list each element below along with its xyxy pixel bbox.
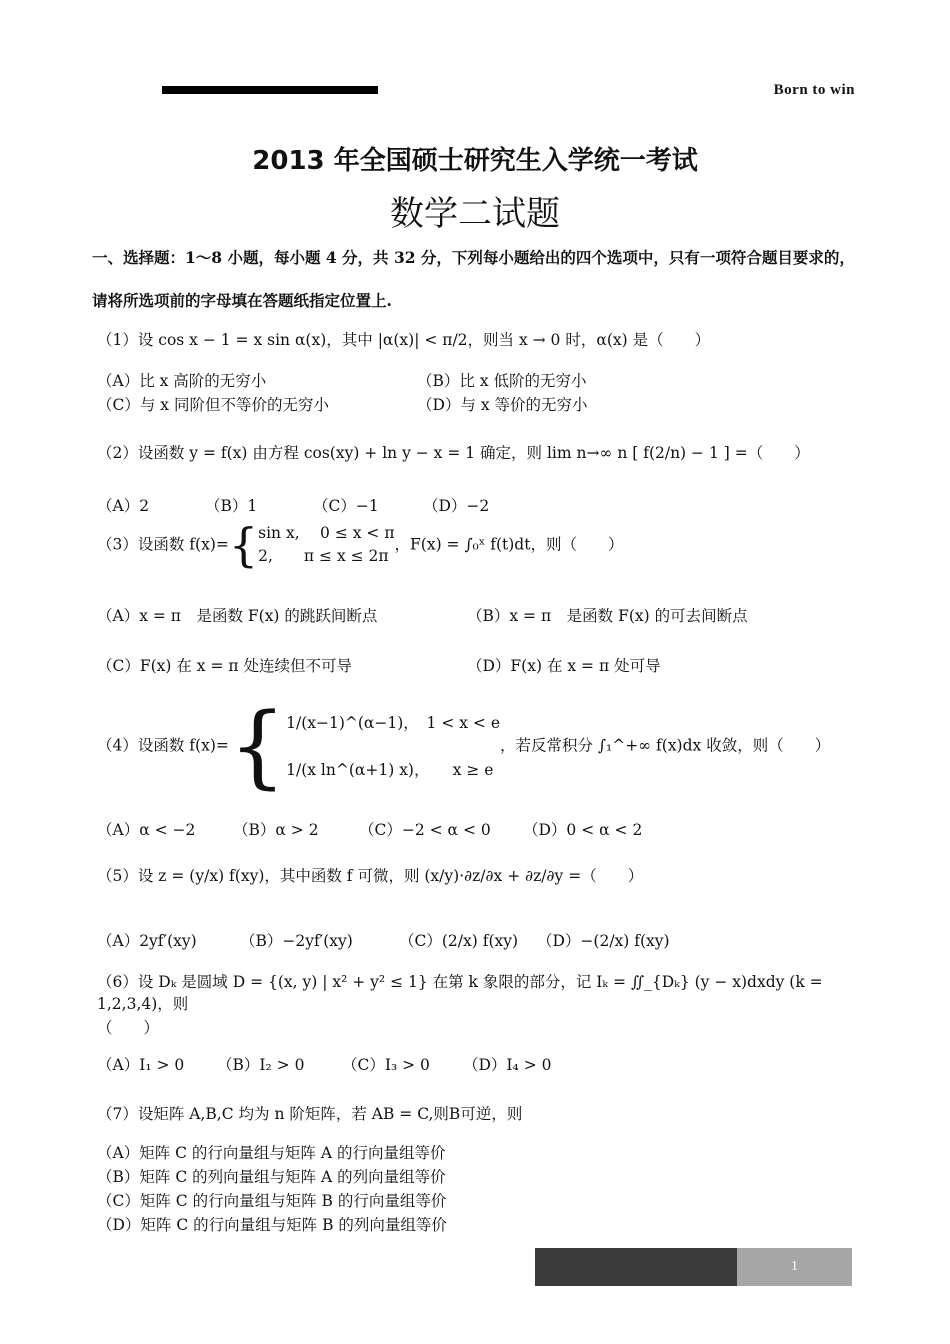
q7-option-b: （B）矩阵 C 的列向量组与矩阵 A 的列向量组等价: [97, 1168, 446, 1186]
question-2: （2）设函数 y = f(x) 由方程 cos(xy) + ln y − x = 1 确定，则 lim n→∞ n [ f(2/n) − 1 ] =（ ）: [97, 444, 810, 462]
header-slogan: Born to win: [773, 82, 855, 98]
question-3: [97, 518, 624, 573]
header-bar: [162, 86, 378, 94]
q3-suffix: ，F(x) = ∫₀ˣ f(t)dt，则（ ）: [394, 535, 624, 554]
question-1: （1）设 cos x − 1 = x sin α(x)，其中 |α(x)| < π/2，则当 x → 0 时，α(x) 是（ ）: [97, 331, 711, 349]
q3-cases: [258, 522, 394, 569]
q6-option-d: （D）I₄ > 0: [463, 1056, 552, 1074]
exam-title: 2013 年全国硕士研究生入学统一考试: [252, 146, 698, 176]
q2-option-d: （D）−2: [423, 497, 490, 515]
q6-option-a: （A）I₁ > 0: [97, 1056, 185, 1074]
q1-option-c: （C）与 x 同阶但不等价的无穷小: [97, 396, 329, 414]
q4-cases: [286, 700, 500, 793]
q2-option-b: （B）1: [205, 497, 258, 515]
question-4: [97, 693, 831, 799]
q1-option-b: （B）比 x 低阶的无穷小: [417, 372, 587, 390]
q5-option-c: （C）(2/x) f(xy): [399, 932, 519, 950]
q3-option-b: （B）x = π 是函数 F(x) 的可去间断点: [467, 607, 748, 625]
left-brace-icon: {: [228, 693, 287, 799]
q3-case-1: sin x, 0 ≤ x < π: [258, 524, 395, 542]
q3-case-2: 2, π ≤ x ≤ 2π: [258, 547, 389, 566]
question-7: （7）设矩阵 A,B,C 均为 n 阶矩阵，若 AB = C,则B可逆，则: [97, 1105, 523, 1123]
q3-option-a: （A）x = π 是函数 F(x) 的跳跃间断点: [97, 607, 378, 625]
q7-option-d: （D）矩阵 C 的行向量组与矩阵 B 的列向量组等价: [97, 1216, 447, 1234]
q4-option-d: （D）0 < α < 2: [523, 821, 643, 839]
q5-option-d: （D）−(2/x) f(xy): [537, 932, 670, 950]
section-instructions: 一、选择题：1～8 小题，每小题 4 分，共 32 分，下列每小题给出的四个选项中，只有一项符合题目要求的，请将所选项前的字母填在答题纸指定位置上.: [92, 248, 855, 310]
page-number: 1: [737, 1248, 852, 1286]
q3-option-d: （D）F(x) 在 x = π 处可导: [467, 657, 661, 675]
q4-option-c: （C）−2 < α < 0: [359, 821, 491, 839]
q4-option-b: （B）α > 2: [233, 821, 319, 839]
q4-case-1: 1/(x−1)^(α−1)， 1 < x < e: [286, 714, 500, 732]
q5-option-a: （A）2yf′(xy): [97, 932, 197, 950]
q2-option-a: （A）2: [97, 497, 150, 515]
q1-option-a: （A）比 x 高阶的无穷小: [97, 372, 267, 390]
q3-option-c: （C）F(x) 在 x = π 处连续但不可导: [97, 657, 353, 675]
q4-prefix: （4）设函数 f(x)=: [97, 736, 229, 755]
question-5: （5）设 z = (y/x) f(xy)，其中函数 f 可微，则 (x/y)·∂z/∂x + ∂z/∂y =（ ）: [97, 867, 644, 885]
q4-option-a: （A）α < −2: [97, 821, 196, 839]
q7-option-a: （A）矩阵 C 的行向量组与矩阵 A 的行向量组等价: [97, 1144, 446, 1162]
q5-option-b: （B）−2yf′(xy): [240, 932, 353, 950]
footer-bar: [535, 1248, 737, 1286]
q3-prefix: （3）设函数 f(x)=: [97, 535, 229, 554]
exam-subtitle: 数学二试题: [390, 194, 560, 234]
q6-option-c: （C）I₃ > 0: [342, 1056, 430, 1074]
q6-blank: （ ）: [97, 1019, 160, 1037]
q6-option-b: （B）I₂ > 0: [217, 1056, 305, 1074]
q2-option-c: （C）−1: [313, 497, 379, 515]
q4-case-2: 1/(x ln^(α+1) x)， x ≥ e: [286, 760, 494, 779]
q7-option-c: （C）矩阵 C 的行向量组与矩阵 B 的行向量组等价: [97, 1192, 447, 1210]
question-6: （6）设 Dₖ 是圆域 D = {(x, y) | x² + y² ≤ 1} 在第 k 象限的部分，记 Iₖ = ∬_{Dₖ} (y − x)dxdy (k = 1,2,3,4)，则: [97, 973, 823, 1013]
q1-option-d: （D）与 x 等价的无穷小: [417, 396, 588, 414]
left-brace-icon: {: [228, 518, 259, 573]
q4-suffix: ，若反常积分 ∫₁^+∞ f(x)dx 收敛，则（ ）: [500, 736, 831, 755]
